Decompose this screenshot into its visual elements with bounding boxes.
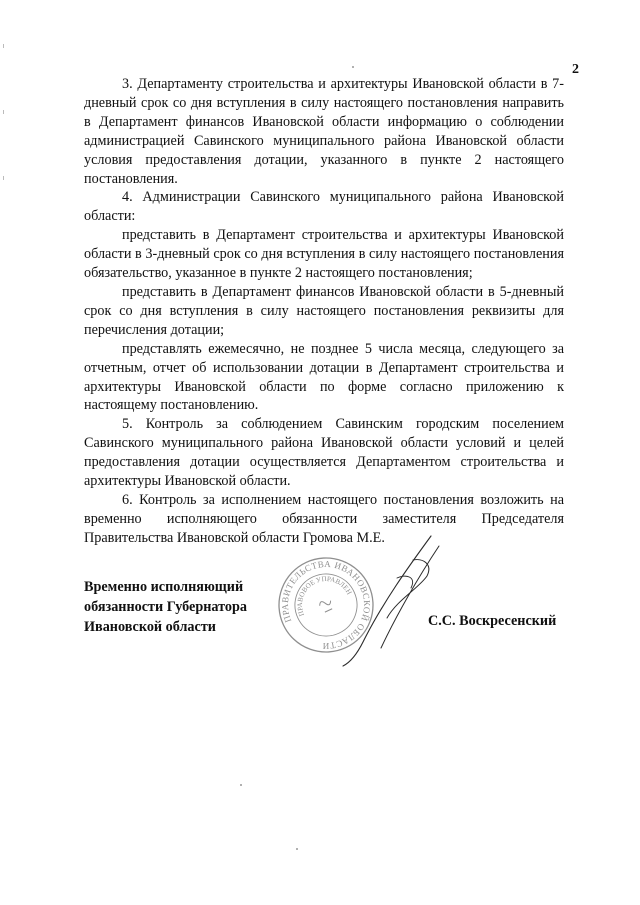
paragraph-item-3: 3. Департаменту строительства и архитектуры Ивановской области в 7-дневный срок со дня вступления в силу настоящего постановления направить в Департамент финансов Ивановской области информацию о соблюдении администрацией Савинского муниципального района Ивановской области условия предоставления дотации, указанного в пункте 2 настоящего постановления. <box>84 76 564 187</box>
seal-inner-text: ПРАВОВОЕ УПРАВЛЕНИЕ <box>295 574 354 618</box>
scan-speck <box>240 784 242 786</box>
scan-edge-mark <box>3 110 4 114</box>
signatory-position-line: обязанности Губернатора <box>84 599 247 615</box>
paragraph-item-4-obligation-2: представить в Департамент финансов Ивановской области в 5-дневный срок со дня вступления в силу настоящего постановления реквизиты для перечисления дотации; <box>84 283 564 338</box>
paragraph-item-5: 5. Контроль за соблюдением Савинским городским поселением Савинского муниципального района Ивановской области условий и целей предоставления дотации осуществляется Департаментом строительства и архитектуры Ивановской области. <box>84 416 564 490</box>
signatory-name: С.С. Воскресенский <box>428 613 557 629</box>
page-number: 2 <box>572 62 579 77</box>
signature-scribble-icon <box>335 530 445 670</box>
decree-body <box>84 75 564 548</box>
signatory-position-line: Ивановской области <box>84 619 216 635</box>
scan-edge-mark <box>3 176 4 180</box>
paragraph-item-4: 4. Администрации Савинского муниципального района Ивановской области: <box>84 189 564 225</box>
scan-speck <box>352 66 354 68</box>
scan-speck <box>296 848 298 850</box>
handwritten-signature <box>335 530 445 670</box>
paragraph-item-4-obligation-1: представить в Департамент строительства и архитектуры Ивановской области в 3-дневный срок со дня вступления в силу настоящего постановления обязательство, указанное в пункте 2 настоящего постановления; <box>84 227 564 282</box>
seal-outer-text: ПРАВИТЕЛЬСТВА ИВАНОВСКОЙ ОБЛАСТИ <box>279 558 373 652</box>
paragraph-item-4-obligation-3: представлять ежемесячно, не позднее 5 числа месяца, следующего за отчетным, отчет об использовании дотации в Департамент строительства и архитектуры Ивановской области по форме согласно приложению к настоящему постановлению. <box>84 340 564 414</box>
signatory-position <box>84 577 247 637</box>
paragraph-item-6: 6. Контроль за исполнением настоящего постановления возложить на временно исполняющего обязанности заместителя Председателя Правительства Ивановской области Громова М.Е. <box>84 491 564 546</box>
scan-edge-mark <box>3 44 4 48</box>
signatory-position-line: Временно исполняющий <box>84 579 244 595</box>
